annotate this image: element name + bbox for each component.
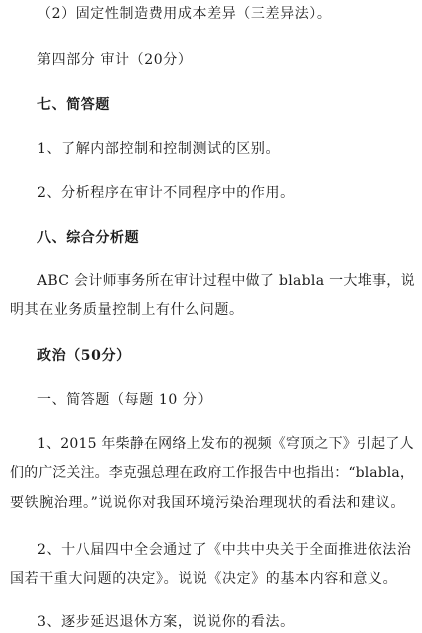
politics-heading: 政治（50分） <box>37 348 131 364</box>
fixed-overhead-variance-item: （2）固定性制造费用成本差异（三差异法）。 <box>37 6 332 22</box>
question-8-line-2: 明其在业务质量控制上有什么问题。 <box>10 302 244 318</box>
politics-question-1-line-2: 们的广泛关注。李克强总理在政府工作报告中也指出：“blabla， <box>10 465 414 481</box>
politics-question-2-line-2: 国若干重大问题的决定》。说说《决定》的基本内容和意义。 <box>10 571 398 587</box>
section-eight-heading: 八、综合分析题 <box>37 230 140 246</box>
politics-section-one-heading: 一、简答题（每题 10 分） <box>37 392 213 408</box>
section-seven-heading: 七、简答题 <box>37 97 110 113</box>
part-four-audit-heading: 第四部分 审计（20分） <box>37 52 193 68</box>
question-7-1: 1、了解内部控制和控制测试的区别。 <box>37 141 281 157</box>
question-8-line-1: ABC 会计师事务所在审计过程中做了 blabla 一大堆事，说 <box>37 273 415 289</box>
politics-question-2-line-1: 2、十八届四中全会通过了《中共中央关于全面推进依法治 <box>37 542 412 558</box>
politics-question-1-line-1: 1、2015 年柴静在网络上发布的视频《穹顶之下》引起了人 <box>37 436 414 452</box>
politics-question-1-line-3: 要铁腕治理。”说说你对我国环境污染治理现状的看法和建议。 <box>10 495 405 511</box>
question-7-2: 2、分析程序在审计不同程序中的作用。 <box>37 185 295 201</box>
politics-question-3: 3、逐步延迟退休方案，说说你的看法。 <box>37 614 295 630</box>
